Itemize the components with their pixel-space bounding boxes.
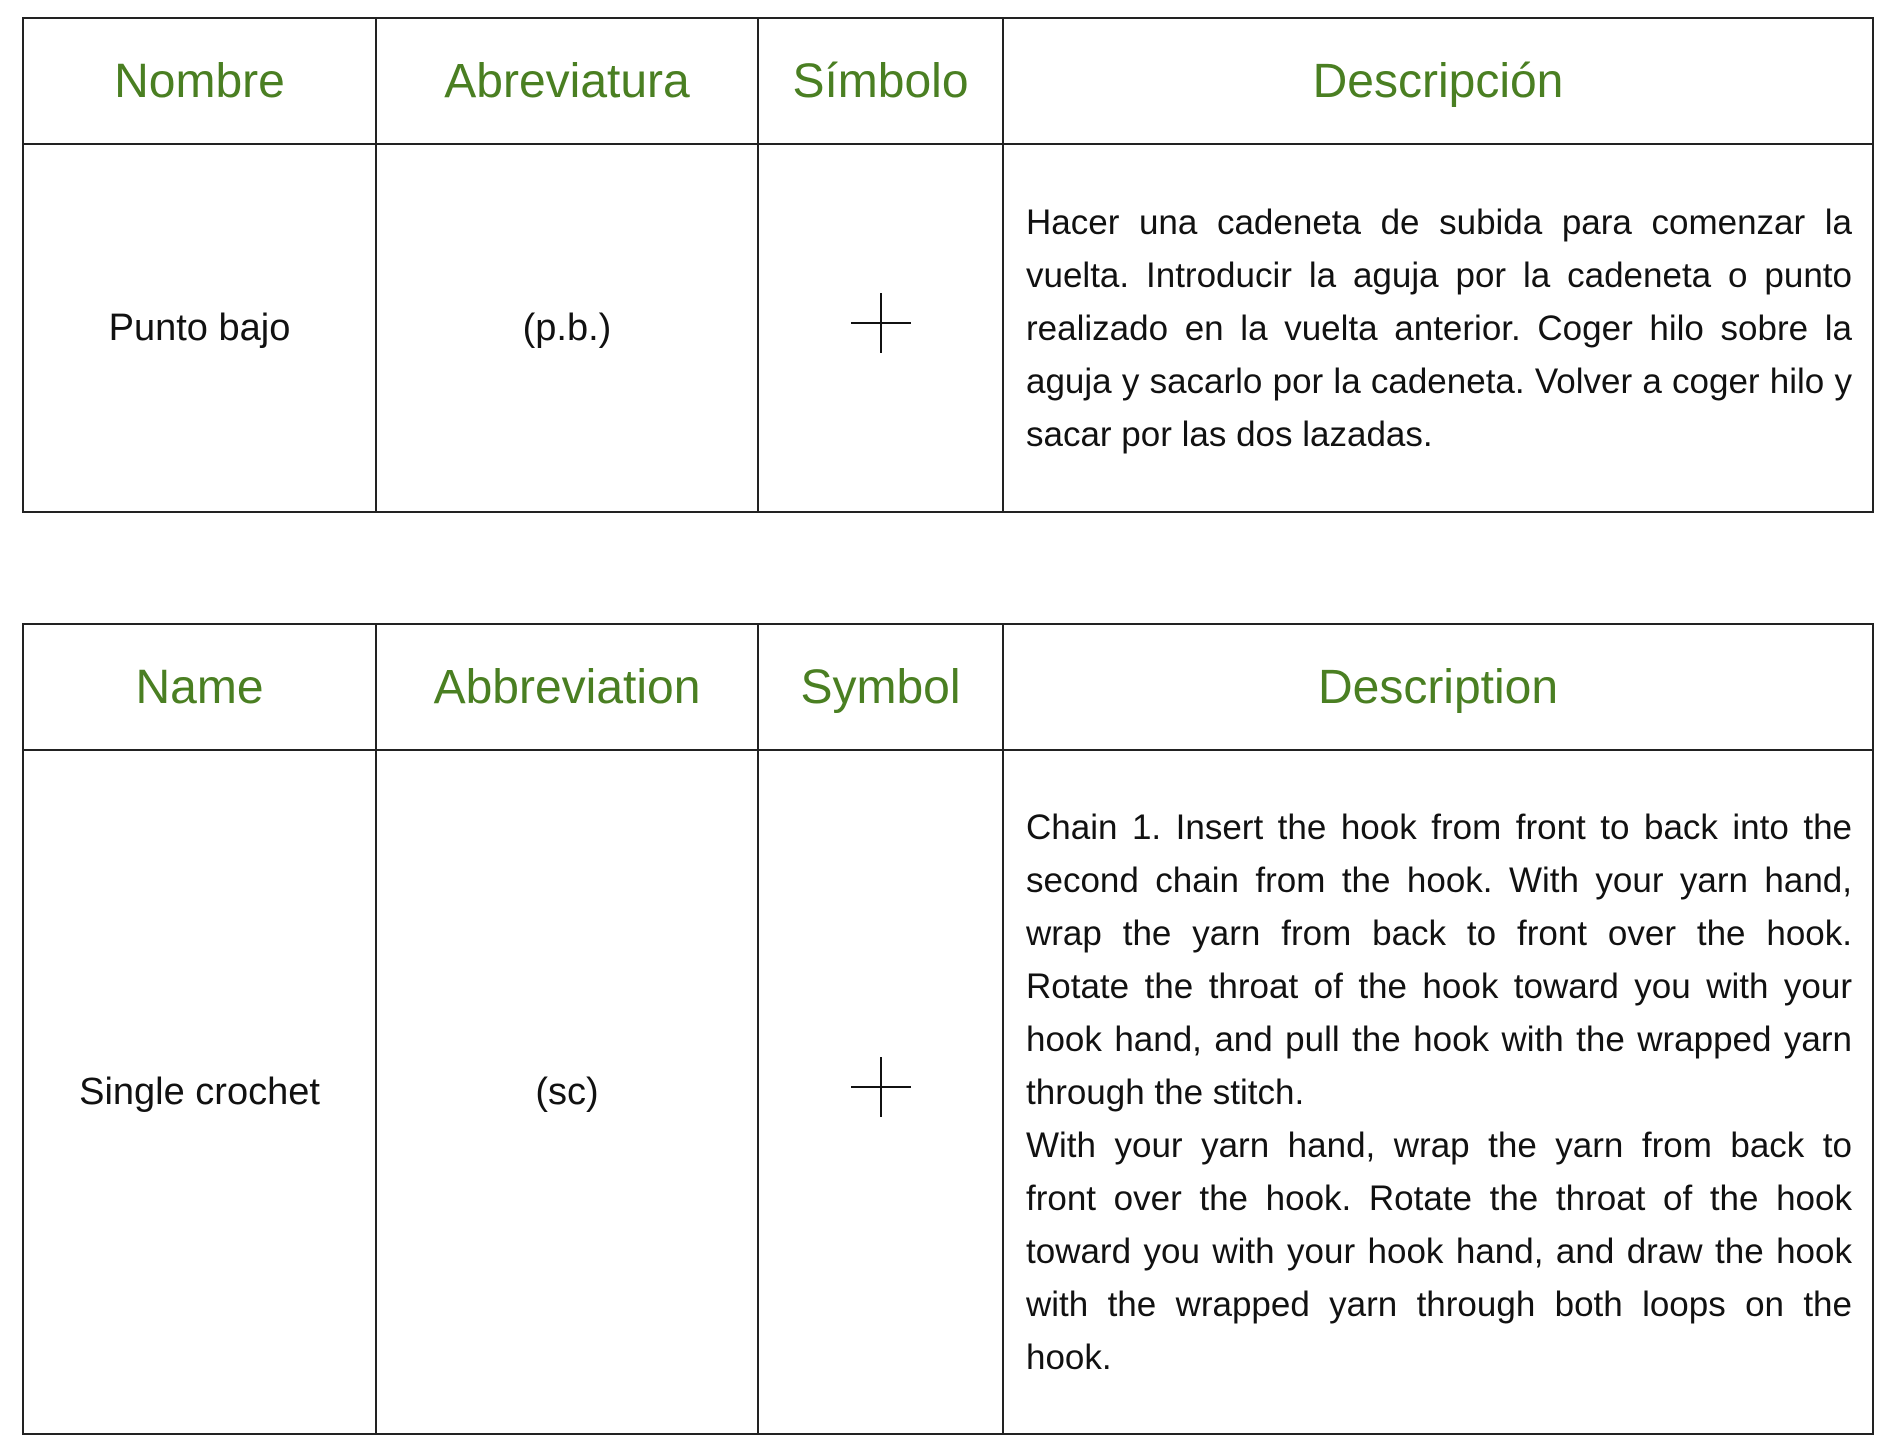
header-name: Nombre xyxy=(23,18,376,144)
description-paragraph: Hacer una cadeneta de subida para comenzar la vuelta. Introducir la aguja por la cadeneta o punto realizado en la vuelta anterior. Coger hilo sobre la aguja y sacarlo por la cadeneta. Volver a coger hilo y sacar por las dos lazadas. xyxy=(1026,202,1852,454)
table-header-row xyxy=(23,624,1873,750)
table-row xyxy=(23,144,1873,512)
table-row xyxy=(23,750,1873,1434)
cell-symbol xyxy=(758,144,1003,512)
header-description: Descripción xyxy=(1003,18,1873,144)
header-symbol: Símbolo xyxy=(758,18,1003,144)
header-symbol: Symbol xyxy=(758,624,1003,750)
header-description: Description xyxy=(1003,624,1873,750)
cell-name: Single crochet xyxy=(23,750,376,1434)
cell-abbreviation: (p.b.) xyxy=(376,144,758,512)
stitch-table-spanish xyxy=(22,17,1874,513)
cell-symbol xyxy=(758,750,1003,1434)
description-paragraph: With your yarn hand, wrap the yarn from back to front over the hook. Rotate the throat of the hook toward you with your hook hand, and draw the hook with the wrapped yarn through both loops on the hook. xyxy=(1026,1125,1852,1377)
cell-description xyxy=(1003,750,1873,1434)
cell-name: Punto bajo xyxy=(23,144,376,512)
header-abbreviation: Abbreviation xyxy=(376,624,758,750)
header-abbreviation: Abreviatura xyxy=(376,18,758,144)
plus-cross-icon xyxy=(851,1057,911,1117)
header-name: Name xyxy=(23,624,376,750)
description-paragraph: Chain 1. Insert the hook from front to back into the second chain from the hook. With your yarn hand, wrap the yarn from back to front over the hook. Rotate the throat of the hook toward you with your hook hand, and pull the hook with the wrapped yarn through the stitch. xyxy=(1026,807,1852,1112)
table-header-row xyxy=(23,18,1873,144)
cell-abbreviation: (sc) xyxy=(376,750,758,1434)
plus-cross-icon xyxy=(851,293,911,353)
stitch-table-english xyxy=(22,623,1874,1435)
cell-description xyxy=(1003,144,1873,512)
